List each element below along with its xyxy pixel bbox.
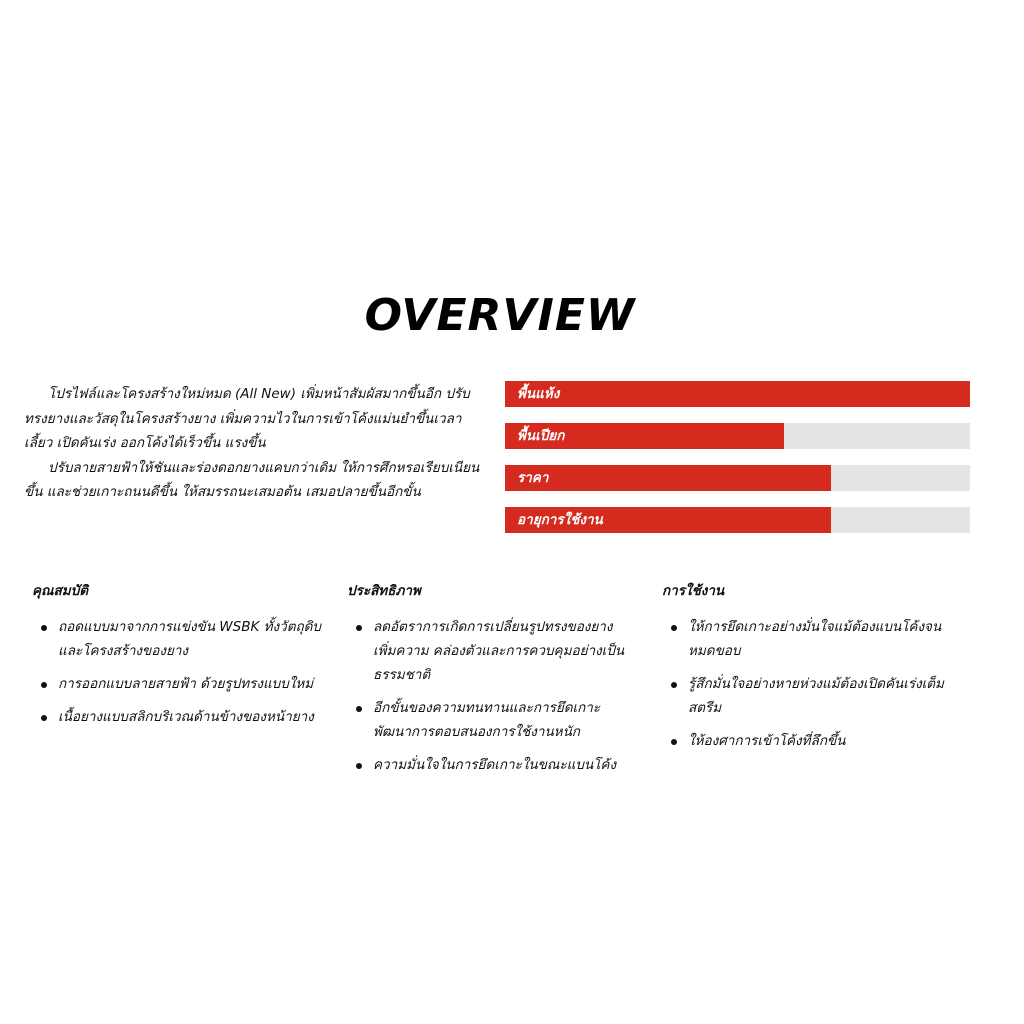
rating-bar-price xyxy=(505,465,970,491)
features-heading: คุณสมบัติ xyxy=(32,583,89,599)
page-title: OVERVIEW xyxy=(364,290,636,341)
performance-heading: ประสิทธิภาพ xyxy=(347,583,421,599)
list-item-text: ความมั่นใจในการยึดเกาะในขณะแบนโค้ง xyxy=(373,757,617,773)
list-item xyxy=(662,672,962,720)
intro-paragraph-2: ปรับลายสายฟ้าให้ชันและร่องดอกยางแคบกว่าเดิม ให้การศึกหรอเรียบเนียนขึ้น และช่วยเกาะถนนดีขึ้น ให้สมรรถนะเสมอต้น เสมอปลายขึ้นอีกขั้น xyxy=(24,459,480,500)
rating-label: อายุการใช้งาน xyxy=(517,512,603,528)
bullet-icon xyxy=(41,625,47,631)
list-item xyxy=(32,705,332,729)
list-item xyxy=(347,753,639,777)
list-item xyxy=(662,729,962,753)
features-list xyxy=(32,615,332,729)
list-item-text: รู้สึกมั่นใจอย่างหายห่วงแม้ต้องเปิดคันเร่งเต็มสตรีม xyxy=(688,676,944,716)
bullet-icon xyxy=(356,763,362,769)
performance-column xyxy=(347,581,639,786)
bullet-icon xyxy=(356,706,362,712)
list-item xyxy=(662,615,962,663)
list-item-text: ให้องศาการเข้าโค้งที่ลึกขึ้น xyxy=(688,733,846,749)
list-item-text: เนื้อยางแบบสลิกบริเวณด้านข้างของหน้ายาง xyxy=(58,709,314,725)
usage-list xyxy=(662,615,962,753)
intro-text xyxy=(24,382,482,505)
rating-bar-fill xyxy=(505,381,970,407)
bullet-icon xyxy=(356,625,362,631)
rating-label: ราคา xyxy=(517,470,549,486)
usage-column xyxy=(662,581,962,762)
list-item xyxy=(32,672,332,696)
list-item-text: ลดอัตราการเกิดการเปลี่ยนรูปทรงของยาง เพิ่มความ คล่องตัวและการควบคุมอย่างเป็นธรรมชาติ xyxy=(373,619,625,683)
bullet-icon xyxy=(671,682,677,688)
list-item xyxy=(347,696,639,744)
bullet-icon xyxy=(671,739,677,745)
rating-bars xyxy=(505,381,970,549)
bullet-icon xyxy=(41,715,47,721)
rating-label: พื้นแห้ง xyxy=(517,386,560,402)
list-item-text: ถอดแบบมาจากการแข่งขัน WSBK ทั้งวัตถุดิบและโครงสร้างของยาง xyxy=(58,619,321,659)
rating-bar-dry xyxy=(505,381,970,407)
list-item xyxy=(347,615,639,687)
rating-bar-lifespan xyxy=(505,507,970,533)
rating-bar-fill xyxy=(505,465,831,491)
usage-heading: การใช้งาน xyxy=(662,583,725,599)
list-item-text: ให้การยึดเกาะอย่างมั่นใจแม้ต้องแบนโค้งจนหมดขอบ xyxy=(688,619,942,659)
rating-label: พื้นเปียก xyxy=(517,428,565,444)
bullet-icon xyxy=(41,682,47,688)
list-item xyxy=(32,615,332,663)
intro-paragraph-1: โปรไฟล์และโครงสร้างใหม่หมด (All New) เพิ่มหน้าสัมผัสมากขึ้นอีก ปรับทรงยางและวัสดุในโครงสร้างยาง เพิ่มความไวในการเข้าโค้งแม่นยำขึ้นเวลาเลี้ยว เปิดคันเร่ง ออกโค้งได้เร็วขึ้น แรงขึ้น xyxy=(24,386,470,451)
features-column xyxy=(32,581,332,738)
list-item-text: อีกขั้นของความทนทานและการยึดเกาะ พัฒนาการตอบสนองการใช้งานหนัก xyxy=(373,700,601,740)
bullet-icon xyxy=(671,625,677,631)
performance-list xyxy=(347,615,639,777)
list-item-text: การออกแบบลายสายฟ้า ด้วยรูปทรงแบบใหม่ xyxy=(58,676,314,692)
rating-bar-wet xyxy=(505,423,970,449)
